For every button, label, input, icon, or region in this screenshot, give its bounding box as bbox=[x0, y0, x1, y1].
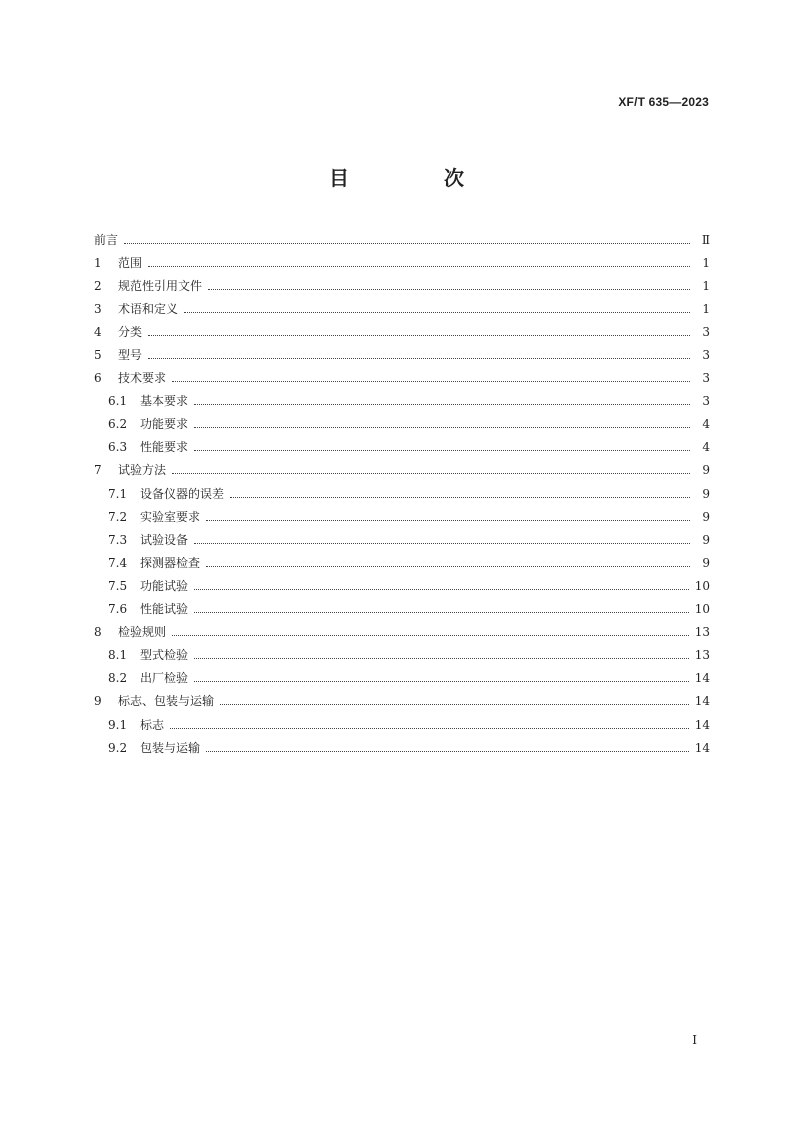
toc-entry-page: 9 bbox=[702, 509, 710, 524]
dot-leader bbox=[194, 542, 690, 544]
dot-leader bbox=[220, 703, 689, 705]
toc-entry[interactable] bbox=[94, 367, 710, 390]
toc-entry-number: 9.1 bbox=[108, 717, 128, 732]
toc-entry-label: 基本要求 bbox=[140, 394, 189, 409]
toc-entry[interactable] bbox=[94, 690, 710, 713]
toc-entry[interactable] bbox=[94, 459, 710, 482]
toc-entry[interactable] bbox=[94, 228, 710, 251]
toc-entry-page: 4 bbox=[702, 417, 710, 432]
toc-entry[interactable] bbox=[94, 251, 710, 274]
toc-entry[interactable] bbox=[94, 644, 710, 667]
toc-entry-label: 出厂检验 bbox=[140, 671, 189, 686]
toc-entry-number: 7.5 bbox=[108, 578, 128, 593]
toc-entry-number: 8.1 bbox=[108, 648, 128, 663]
dot-leader bbox=[172, 634, 689, 636]
dot-leader bbox=[170, 727, 689, 729]
toc-entry-page: 1 bbox=[702, 301, 710, 316]
toc-entry-number: 8.2 bbox=[108, 671, 128, 686]
toc-entry[interactable] bbox=[94, 390, 710, 413]
toc-entry-label: 功能试验 bbox=[140, 578, 189, 593]
toc-entry-label: 包装与运输 bbox=[140, 740, 201, 755]
toc-entry-number: 6.1 bbox=[108, 394, 128, 409]
dot-leader bbox=[194, 611, 689, 613]
dot-leader bbox=[194, 657, 689, 659]
toc-entry-label: 设备仪器的误差 bbox=[140, 486, 225, 501]
dot-leader bbox=[206, 519, 690, 521]
toc-entry-label: 型式检验 bbox=[140, 648, 189, 663]
dot-leader bbox=[148, 334, 690, 336]
toc-entry-label: 试验方法 bbox=[118, 463, 167, 478]
dot-leader bbox=[208, 288, 690, 290]
dot-leader bbox=[194, 680, 689, 682]
toc-entry-label: 功能要求 bbox=[140, 417, 189, 432]
toc-entry-page: 9 bbox=[702, 463, 710, 478]
toc-entry-page: 13 bbox=[694, 625, 710, 640]
dot-leader bbox=[194, 403, 690, 405]
toc-entry-number: 1 bbox=[94, 255, 102, 270]
page-number: I bbox=[692, 1033, 697, 1047]
toc-entry-page: 9 bbox=[702, 555, 710, 570]
toc-entry-label: 试验设备 bbox=[140, 532, 189, 547]
toc-entry-page: 3 bbox=[702, 324, 710, 339]
toc-entry-label: 范围 bbox=[118, 255, 143, 270]
toc-entry-number: 6 bbox=[94, 371, 102, 386]
toc-entry-page: 4 bbox=[702, 440, 710, 455]
toc-entry-label: 技术要求 bbox=[118, 371, 167, 386]
toc-entry[interactable] bbox=[94, 482, 710, 505]
toc-entry-number: 7.3 bbox=[108, 532, 128, 547]
toc-entry-page: 3 bbox=[702, 394, 710, 409]
toc-entry[interactable] bbox=[94, 528, 710, 551]
dot-leader bbox=[206, 750, 689, 752]
toc-entry-page: 9 bbox=[702, 486, 710, 501]
toc-entry-number: 6.2 bbox=[108, 417, 128, 432]
toc-entry[interactable] bbox=[94, 736, 710, 759]
dot-leader bbox=[148, 265, 690, 267]
toc-entry-label: 性能试验 bbox=[140, 602, 189, 617]
toc-entry-page: Ⅱ bbox=[701, 232, 710, 247]
toc-entry[interactable] bbox=[94, 713, 710, 736]
dot-leader bbox=[194, 449, 690, 451]
toc-entry-label: 标志 bbox=[140, 717, 165, 732]
document-code: XF/T 635—2023 bbox=[618, 95, 709, 109]
toc-entry-number: 7.4 bbox=[108, 555, 128, 570]
toc-entry-page: 3 bbox=[702, 348, 710, 363]
toc-entry[interactable] bbox=[94, 598, 710, 621]
toc-entry-page: 1 bbox=[702, 278, 710, 293]
toc-entry-page: 10 bbox=[694, 578, 710, 593]
dot-leader bbox=[230, 496, 690, 498]
toc-entry[interactable] bbox=[94, 413, 710, 436]
toc-entry-number: 9.2 bbox=[108, 740, 128, 755]
dot-leader bbox=[206, 565, 690, 567]
toc-entry-label: 标志、包装与运输 bbox=[118, 694, 215, 709]
toc-entry-number: 6.3 bbox=[108, 440, 128, 455]
toc-entry-number: 7 bbox=[94, 463, 102, 478]
toc-entry[interactable] bbox=[94, 667, 710, 690]
toc-entry-page: 1 bbox=[702, 255, 710, 270]
toc-entry[interactable] bbox=[94, 297, 710, 320]
dot-leader bbox=[194, 588, 689, 590]
dot-leader bbox=[194, 426, 690, 428]
toc-entry-page: 14 bbox=[694, 671, 710, 686]
toc-entry-number: 4 bbox=[94, 324, 102, 339]
toc-entry-page: 14 bbox=[694, 740, 710, 755]
table-of-contents bbox=[94, 228, 710, 759]
toc-entry-label: 探测器检查 bbox=[140, 555, 201, 570]
dot-leader bbox=[184, 311, 690, 313]
toc-entry[interactable] bbox=[94, 505, 710, 528]
dot-leader bbox=[148, 357, 690, 359]
toc-entry-number: 5 bbox=[94, 348, 102, 363]
toc-entry-number: 7.2 bbox=[108, 509, 128, 524]
toc-entry-label: 术语和定义 bbox=[118, 301, 179, 316]
toc-entry-label: 前言 bbox=[94, 232, 119, 247]
toc-entry-page: 14 bbox=[694, 694, 710, 709]
toc-entry[interactable] bbox=[94, 574, 710, 597]
toc-entry-number: 8 bbox=[94, 625, 102, 640]
toc-entry[interactable] bbox=[94, 343, 710, 366]
toc-entry-page: 14 bbox=[694, 717, 710, 732]
toc-entry[interactable] bbox=[94, 274, 710, 297]
toc-entry-label: 检验规则 bbox=[118, 625, 167, 640]
toc-entry-number: 9 bbox=[94, 694, 102, 709]
toc-entry-label: 实验室要求 bbox=[140, 509, 201, 524]
toc-entry-label: 规范性引用文件 bbox=[118, 278, 203, 293]
toc-entry-page: 9 bbox=[702, 532, 710, 547]
toc-entry[interactable] bbox=[94, 621, 710, 644]
toc-entry-number: 3 bbox=[94, 301, 102, 316]
toc-entry[interactable] bbox=[94, 436, 710, 459]
page-title: 目 次 bbox=[329, 166, 508, 190]
toc-entry-label: 分类 bbox=[118, 324, 143, 339]
toc-entry-page: 13 bbox=[694, 648, 710, 663]
toc-entry-page: 10 bbox=[694, 602, 710, 617]
toc-entry-label: 性能要求 bbox=[140, 440, 189, 455]
dot-leader bbox=[172, 472, 690, 474]
toc-entry[interactable] bbox=[94, 551, 710, 574]
dot-leader bbox=[172, 380, 690, 382]
toc-entry-number: 7.1 bbox=[108, 486, 128, 501]
toc-entry-number: 7.6 bbox=[108, 602, 128, 617]
toc-entry[interactable] bbox=[94, 320, 710, 343]
dot-leader bbox=[124, 242, 690, 244]
toc-entry-page: 3 bbox=[702, 371, 710, 386]
toc-entry-label: 型号 bbox=[118, 348, 143, 363]
toc-entry-number: 2 bbox=[94, 278, 102, 293]
